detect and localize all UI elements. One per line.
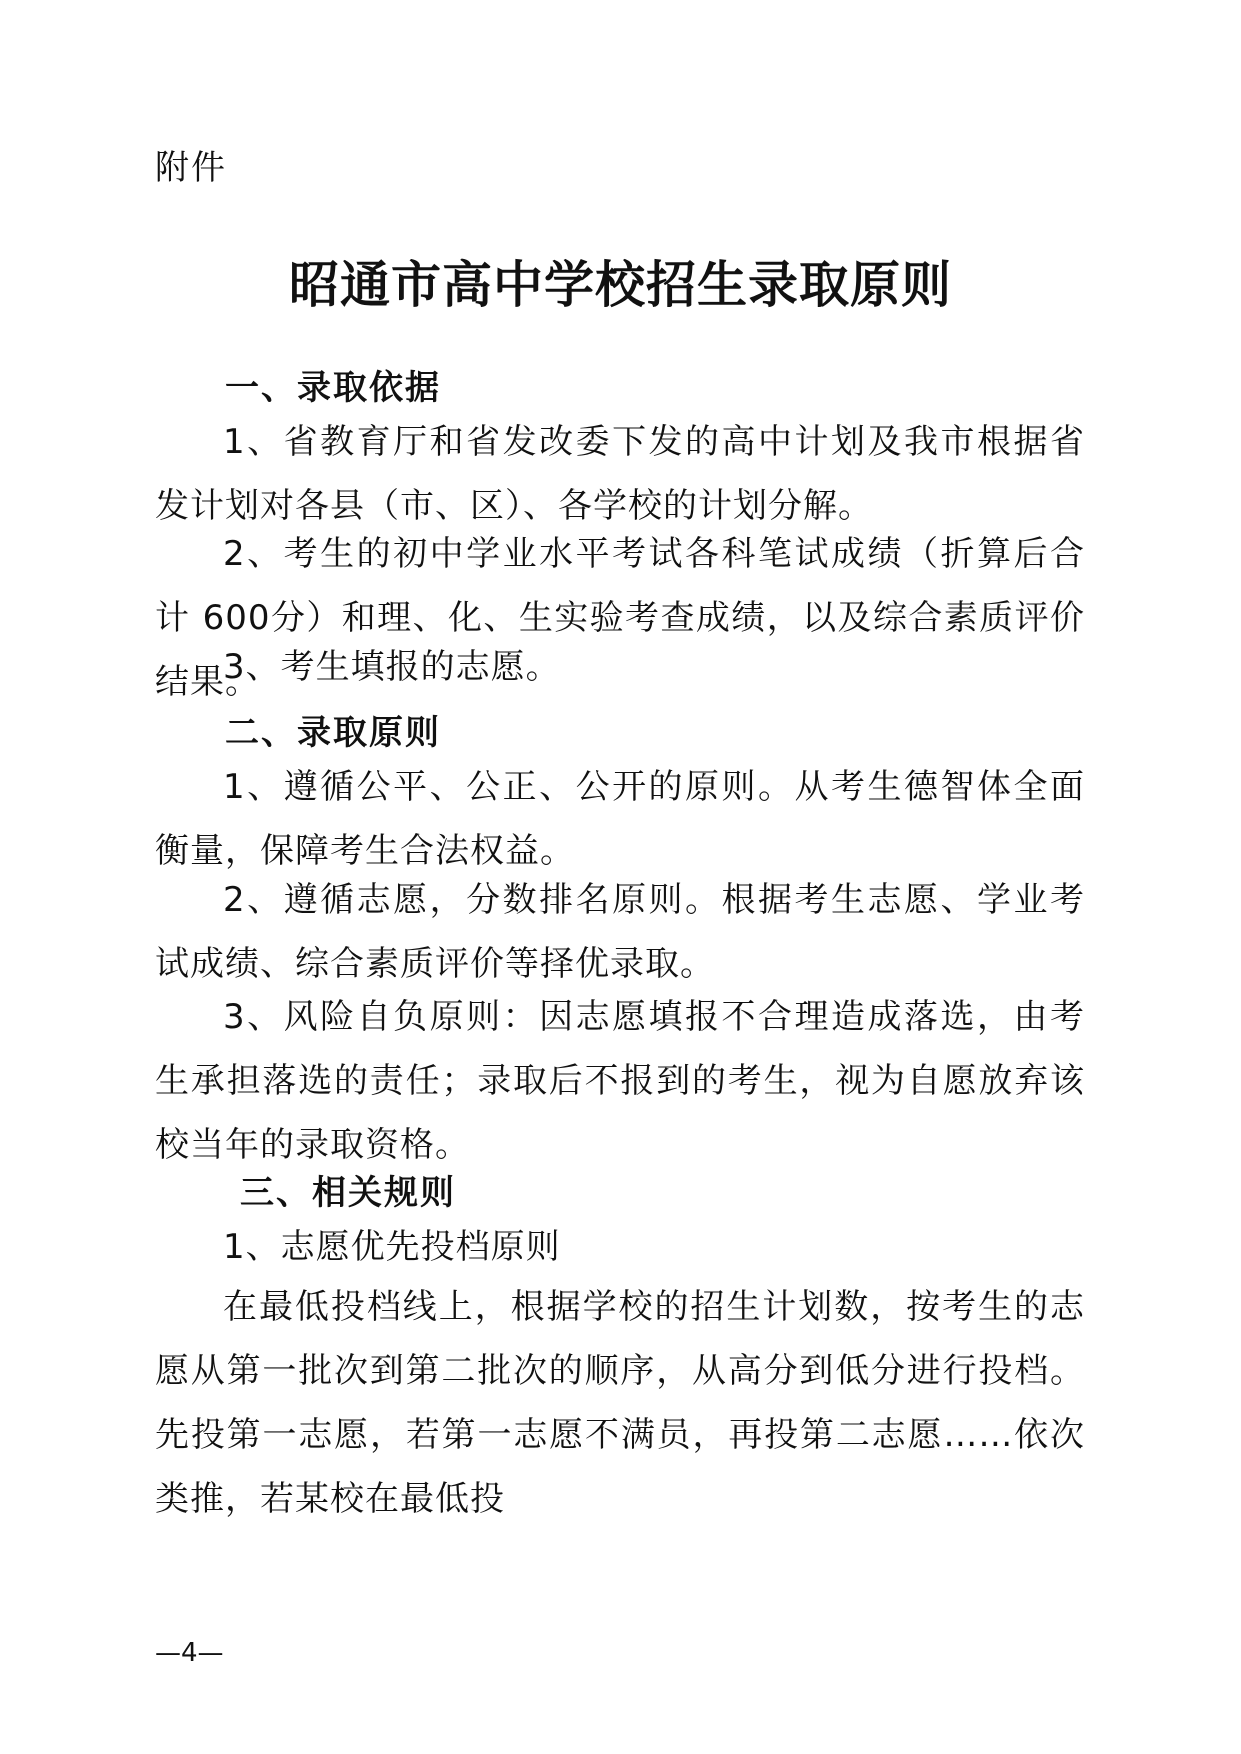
section-heading-1: 一、录取依据 <box>225 368 441 408</box>
paragraph-1-2: 2、考生的初中学业水平考试各科笔试成绩（折算后合计 600分）和理、化、生实验考查成绩，以及综合素质评价结果。 <box>155 534 1085 702</box>
paragraph-2-3: 3、风险自负原则：因志愿填报不合理造成落选，由考生承担落选的责任；录取后不报到的考生，视为自愿放弃该校当年的录取资格。 <box>155 997 1085 1165</box>
paragraph-2-2: 2、遵循志愿，分数排名原则。根据考生志愿、学业考试成绩、综合素质评价等择优录取。 <box>155 880 1085 984</box>
section-heading-2: 二、录取原则 <box>225 713 441 753</box>
attachment-label: 附件 <box>155 148 227 188</box>
section-heading-3: 三、相关规则 <box>240 1173 456 1213</box>
page-number: —4— <box>155 1638 224 1668</box>
paragraph-1-1: 1、省教育厅和省发改委下发的高中计划及我市根据省发计划对各县（市、区）、各学校的计划分解。 <box>155 422 1085 526</box>
paragraph-3-1: 1、志愿优先投档原则 <box>223 1227 561 1267</box>
paragraph-3-2: 在最低投档线上，根据学校的招生计划数，按考生的志愿从第一批次到第二批次的顺序，从高分到低分进行投档。先投第一志愿，若第一志愿不满员，再投第二志愿……依次类推，若某校在最低投 <box>155 1287 1085 1519</box>
paragraph-2-1: 1、遵循公平、公正、公开的原则。从考生德智体全面衡量，保障考生合法权益。 <box>155 767 1085 871</box>
document-title: 昭通市高中学校招生录取原则 <box>289 255 952 314</box>
paragraph-1-3: 3、考生填报的志愿。 <box>223 647 561 687</box>
